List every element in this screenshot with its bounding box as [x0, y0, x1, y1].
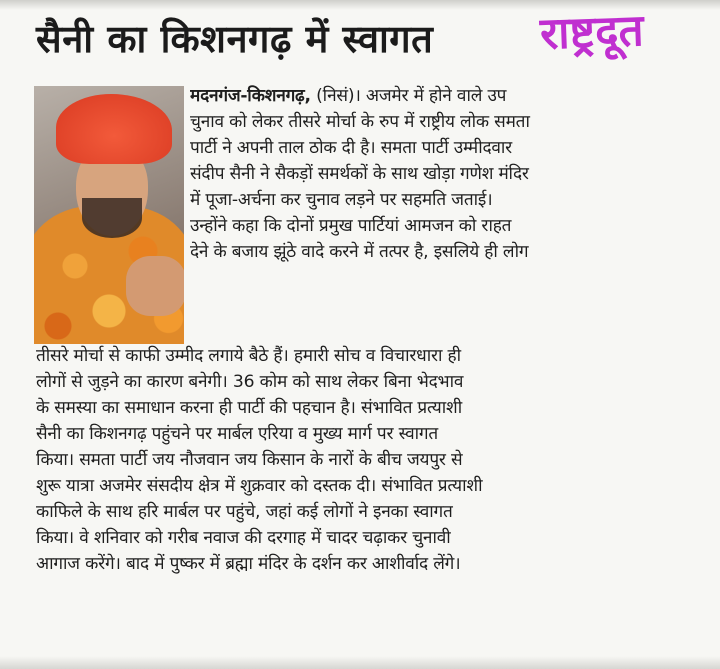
article-line: चुनाव को लेकर तीसरे मोर्चा के रुप में राष्ट्रीय लोक समता	[190, 112, 530, 132]
article-line: आगाज करेंगे। बाद में पुष्कर में ब्रह्मा मंदिर के दर्शन कर आशीर्वाद लेंगे।	[36, 554, 461, 574]
candidate-photo	[34, 86, 184, 344]
turban	[56, 94, 172, 164]
hand	[126, 256, 184, 316]
article-line: संदीप सैनी ने सैकड़ों समर्थकों के साथ खोड़ा गणेश मंदिर	[190, 164, 529, 184]
article-line: काफिले के साथ हरि मार्बल पर पहुंचे, जहां कई लोगों ने इनका स्वागत	[36, 502, 453, 522]
article-line: सैनी का किशनगढ़ पहुंचने पर मार्बल एरिया व मुख्य मार्ग पर स्वागत	[36, 424, 438, 444]
headline: सैनी का किशनगढ़ में स्वागत	[36, 17, 434, 61]
article-line: में पूजा-अर्चना कर चुनाव लड़ने पर सहमति जताई।	[190, 190, 493, 210]
article-line: किया। वे शनिवार को गरीब नवाज की दरगाह में चादर चढ़ाकर चुनावी	[36, 528, 451, 548]
article-line: पार्टी ने अपनी ताल ठोक दी है। समता पार्टी उम्मीदवार	[190, 138, 513, 158]
article-right-column	[190, 83, 712, 265]
article-line: लोगों से जुड़ने का कारण बनेगी। 36 कोम को साथ लेकर बिना भेदभाव	[36, 372, 464, 392]
bottom-edge	[0, 656, 720, 669]
handwritten-stamp: राष्ट्रदूत	[539, 5, 645, 60]
article-line: तीसरे मोर्चा से काफी उम्मीद लगाये बैठे हैं। हमारी सोच व विचारधारा ही	[36, 346, 461, 366]
article-line: किया। समता पार्टी जय नौजवान जय किसान के नारों के बीच जयपुर से	[36, 450, 463, 470]
article-line: मदनगंज-किशनगढ़, (निसं)। अजमेर में होने वाले उप	[190, 86, 507, 106]
article-line: के समस्या का समाधान करना ही पार्टी की पहचान है। संभावित प्रत्याशी	[36, 398, 462, 418]
beard	[82, 198, 142, 238]
dateline: मदनगंज-किशनगढ़,	[190, 86, 311, 106]
article-full-width	[36, 343, 714, 577]
article-line: शुरू यात्रा अजमेर संसदीय क्षेत्र में शुक्रवार को दस्तक दी। संभावित प्रत्याशी	[36, 476, 483, 496]
article-line: उन्होंने कहा कि दोनों प्रमुख पार्टियां आमजन को राहत	[190, 216, 512, 236]
article-line: देने के बजाय झूंठे वादे करने में तत्पर है, इसलिये ही लोग	[190, 242, 529, 262]
